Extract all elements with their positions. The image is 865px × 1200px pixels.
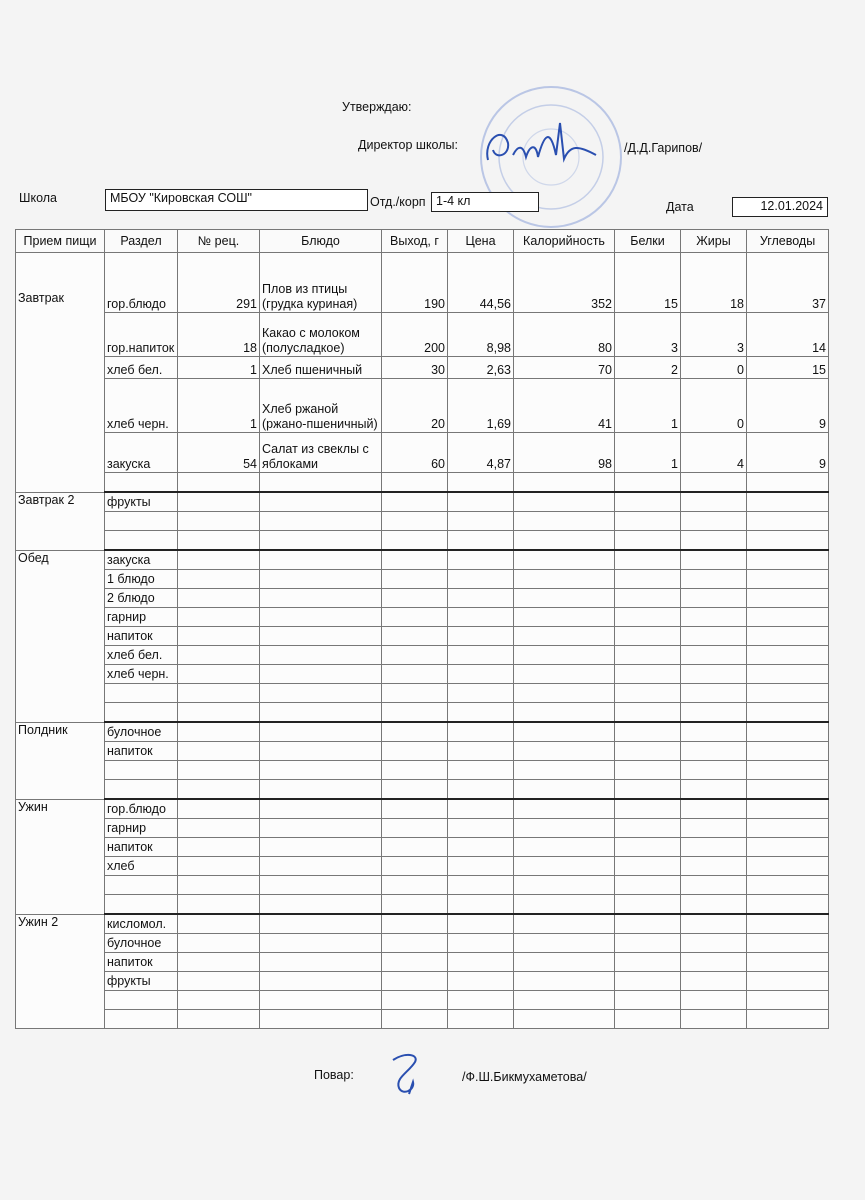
table-row bbox=[16, 379, 829, 433]
table-row bbox=[16, 934, 829, 953]
cell-section: напиток bbox=[105, 953, 178, 972]
table-row bbox=[16, 857, 829, 876]
cell-recipe: 1 bbox=[178, 357, 260, 379]
table-row bbox=[16, 761, 829, 780]
cell-dish: Хлеб ржаной (ржано-пшеничный) bbox=[260, 379, 382, 433]
cell-recipe: 1 bbox=[178, 379, 260, 433]
table-row bbox=[16, 313, 829, 357]
cell-kcal: 352 bbox=[514, 253, 615, 313]
table-row bbox=[16, 799, 829, 819]
table-row bbox=[16, 722, 829, 742]
cell-dish: Какао с молоком (полусладкое) bbox=[260, 313, 382, 357]
col-section: Раздел bbox=[105, 230, 178, 253]
col-carbs: Углеводы bbox=[747, 230, 829, 253]
cell-protein: 1 bbox=[615, 379, 681, 433]
meal-breakfast: Завтрак bbox=[16, 253, 105, 493]
menu-table bbox=[15, 229, 829, 1029]
table-row bbox=[16, 550, 829, 570]
director-name: /Д.Д.Гарипов/ bbox=[624, 141, 703, 155]
cell-protein: 2 bbox=[615, 357, 681, 379]
cell-section: хлеб черн. bbox=[105, 665, 178, 684]
cell-section: 1 блюдо bbox=[105, 570, 178, 589]
director-label: Директор школы: bbox=[358, 138, 458, 152]
cell-carbs: 9 bbox=[747, 379, 829, 433]
cell-price: 2,63 bbox=[448, 357, 514, 379]
cell-kcal: 70 bbox=[514, 357, 615, 379]
cell-price: 1,69 bbox=[448, 379, 514, 433]
cell-fat: 3 bbox=[681, 313, 747, 357]
cell-section: фрукты bbox=[105, 492, 178, 512]
cell-protein: 3 bbox=[615, 313, 681, 357]
cell-recipe: 291 bbox=[178, 253, 260, 313]
table-row bbox=[16, 703, 829, 723]
date-field[interactable]: 12.01.2024 bbox=[732, 197, 828, 217]
cell-carbs: 14 bbox=[747, 313, 829, 357]
table-row bbox=[16, 570, 829, 589]
cell-dish: Хлеб пшеничный bbox=[260, 357, 382, 379]
table-row bbox=[16, 742, 829, 761]
table-row bbox=[16, 972, 829, 991]
cell-kcal: 98 bbox=[514, 433, 615, 473]
cook-name: /Ф.Ш.Бикмухаметова/ bbox=[462, 1070, 587, 1084]
cell-fat: 18 bbox=[681, 253, 747, 313]
table-row bbox=[16, 589, 829, 608]
cell-section: булочное bbox=[105, 934, 178, 953]
cell-section: гор.напиток bbox=[105, 313, 178, 357]
col-fat: Жиры bbox=[681, 230, 747, 253]
table-row bbox=[16, 608, 829, 627]
table-row bbox=[16, 895, 829, 915]
cell-section: гор.блюдо bbox=[105, 799, 178, 819]
meal-dinner: Ужин bbox=[16, 799, 105, 914]
meal-dinner2: Ужин 2 bbox=[16, 914, 105, 1029]
cell-section: хлеб bbox=[105, 857, 178, 876]
cell-section: хлеб бел. bbox=[105, 357, 178, 379]
date-label: Дата bbox=[666, 200, 694, 214]
table-row bbox=[16, 953, 829, 972]
table-row bbox=[16, 473, 829, 493]
cell-protein: 1 bbox=[615, 433, 681, 473]
cell-dish: Плов из птицы (грудка куриная) bbox=[260, 253, 382, 313]
cell-section: фрукты bbox=[105, 972, 178, 991]
cell-yield: 30 bbox=[382, 357, 448, 379]
cell-price: 44,56 bbox=[448, 253, 514, 313]
cook-label: Повар: bbox=[314, 1068, 354, 1082]
cell-yield: 60 bbox=[382, 433, 448, 473]
cell-section: напиток bbox=[105, 627, 178, 646]
table-header-row bbox=[16, 230, 829, 253]
col-meal: Прием пищи bbox=[16, 230, 105, 253]
table-row bbox=[16, 357, 829, 379]
cell-recipe: 18 bbox=[178, 313, 260, 357]
table-row bbox=[16, 433, 829, 473]
cell-recipe: 54 bbox=[178, 433, 260, 473]
table-row bbox=[16, 876, 829, 895]
meal-snack: Полдник bbox=[16, 722, 105, 799]
approve-label: Утверждаю: bbox=[342, 100, 412, 114]
col-price: Цена bbox=[448, 230, 514, 253]
table-row bbox=[16, 838, 829, 857]
cell-section: булочное bbox=[105, 722, 178, 742]
col-yield: Выход, г bbox=[382, 230, 448, 253]
table-row bbox=[16, 531, 829, 551]
cell-price: 4,87 bbox=[448, 433, 514, 473]
meal-lunch: Обед bbox=[16, 550, 105, 722]
table-row bbox=[16, 1010, 829, 1029]
table-row bbox=[16, 646, 829, 665]
meal-breakfast2: Завтрак 2 bbox=[16, 492, 105, 550]
cell-yield: 20 bbox=[382, 379, 448, 433]
cell-section: хлеб бел. bbox=[105, 646, 178, 665]
dept-field[interactable]: 1-4 кл bbox=[431, 192, 539, 212]
table-row bbox=[16, 253, 829, 313]
cell-section: напиток bbox=[105, 838, 178, 857]
cell-section: гарнир bbox=[105, 819, 178, 838]
table-row bbox=[16, 819, 829, 838]
school-field[interactable]: МБОУ "Кировская СОШ" bbox=[105, 189, 368, 211]
table-row bbox=[16, 684, 829, 703]
cell-section: кисломол. bbox=[105, 914, 178, 934]
cell-price: 8,98 bbox=[448, 313, 514, 357]
cell-yield: 200 bbox=[382, 313, 448, 357]
cell-protein: 15 bbox=[615, 253, 681, 313]
table-row bbox=[16, 914, 829, 934]
col-recipe: № рец. bbox=[178, 230, 260, 253]
table-row bbox=[16, 627, 829, 646]
cell-section: 2 блюдо bbox=[105, 589, 178, 608]
table-row bbox=[16, 492, 829, 512]
col-protein: Белки bbox=[615, 230, 681, 253]
cell-carbs: 15 bbox=[747, 357, 829, 379]
table-row bbox=[16, 780, 829, 800]
table-row bbox=[16, 512, 829, 531]
table-row bbox=[16, 991, 829, 1010]
cook-signature bbox=[385, 1048, 435, 1098]
cell-fat: 0 bbox=[681, 379, 747, 433]
cell-carbs: 37 bbox=[747, 253, 829, 313]
cell-carbs: 9 bbox=[747, 433, 829, 473]
cell-section: гор.блюдо bbox=[105, 253, 178, 313]
cell-kcal: 41 bbox=[514, 379, 615, 433]
cell-section: гарнир bbox=[105, 608, 178, 627]
cell-dish: Салат из свеклы с яблоками bbox=[260, 433, 382, 473]
cell-section: хлеб черн. bbox=[105, 379, 178, 433]
cell-yield: 190 bbox=[382, 253, 448, 313]
school-label: Школа bbox=[19, 191, 57, 205]
cell-kcal: 80 bbox=[514, 313, 615, 357]
cell-section: напиток bbox=[105, 742, 178, 761]
col-kcal: Калорийность bbox=[514, 230, 615, 253]
table-row bbox=[16, 665, 829, 684]
cell-fat: 0 bbox=[681, 357, 747, 379]
cell-section: закуска bbox=[105, 433, 178, 473]
director-signature bbox=[478, 115, 603, 175]
col-dish: Блюдо bbox=[260, 230, 382, 253]
cell-fat: 4 bbox=[681, 433, 747, 473]
dept-label: Отд./корп bbox=[370, 195, 426, 209]
cell-section: закуска bbox=[105, 550, 178, 570]
